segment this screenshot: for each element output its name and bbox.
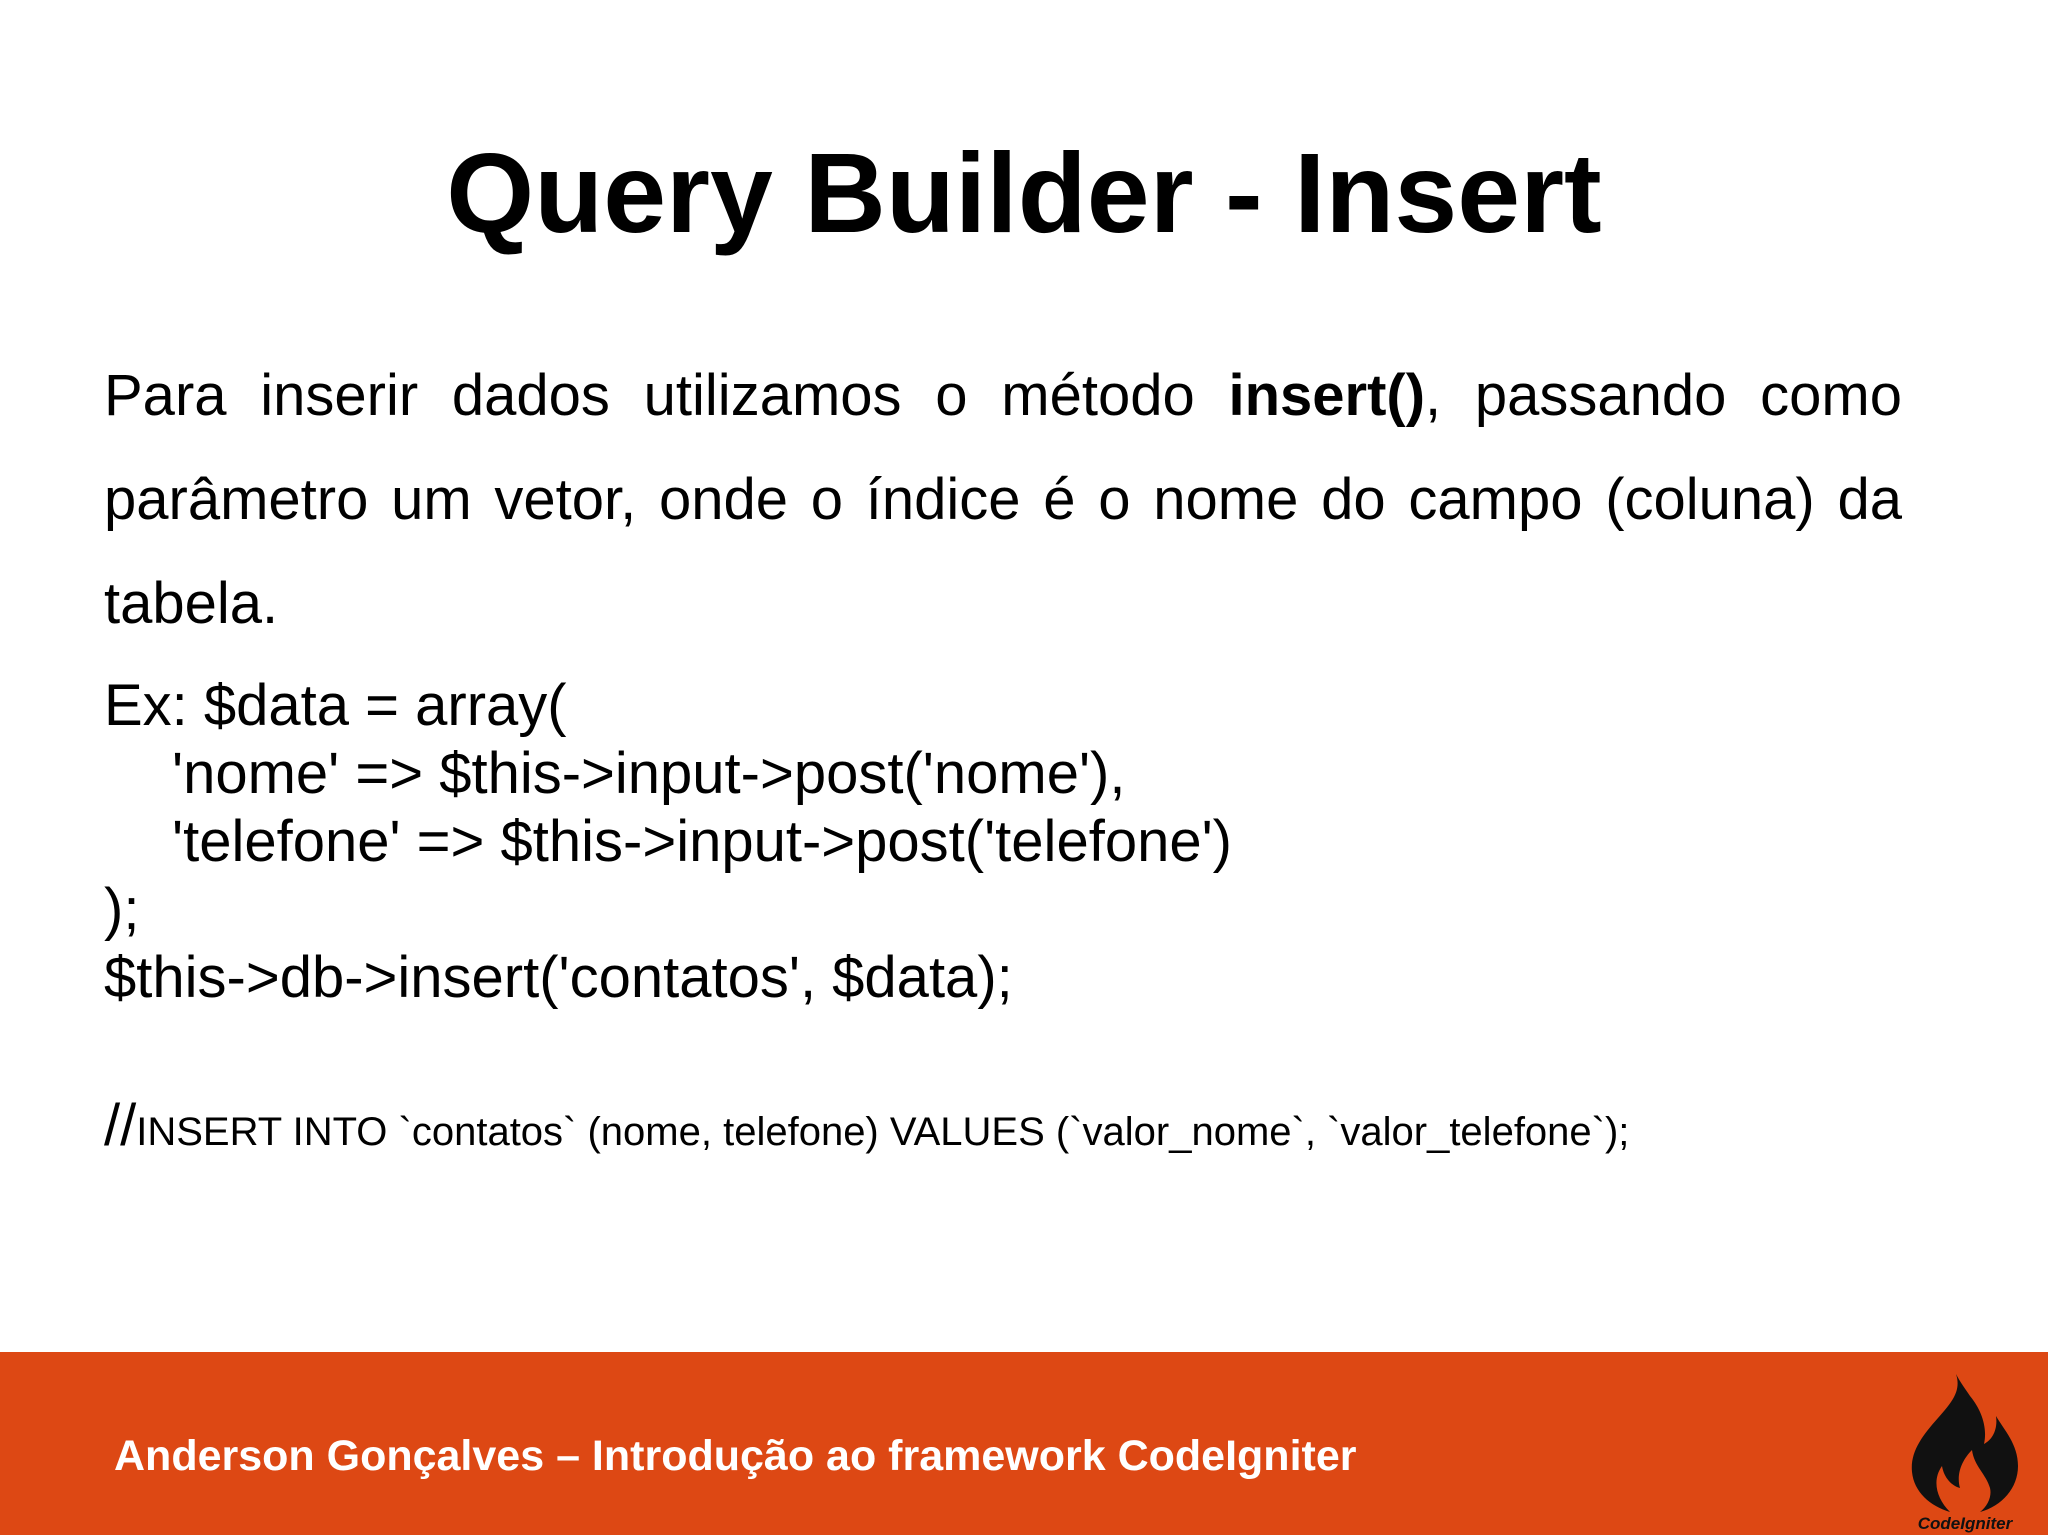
method-name: insert() (1228, 363, 1426, 428)
sql-statement: INSERT INTO `contatos` (nome, telefone) VALUES (`valor_nome`, `valor_telefone`); (136, 1110, 1630, 1154)
code-line: ); (104, 877, 140, 942)
intro-text-after: , passando como parâmetro um vetor, onde o índice é o nome do campo (coluna) da tabela. (104, 363, 1902, 636)
code-line: $this->db->insert('contatos', $data); (104, 945, 1013, 1010)
intro-paragraph (104, 344, 1902, 656)
code-line: 'telefone' => $this->input->post('telefone') (172, 809, 1232, 874)
code-example (104, 672, 1904, 1012)
comment-prefix: // (104, 1093, 137, 1158)
slide-title: Query Builder - Insert (446, 130, 1602, 256)
sql-comment (104, 1086, 1904, 1172)
footer-text: Anderson Gonçalves – Introdução ao framework CodeIgniter (114, 1432, 1357, 1480)
codeigniter-logo (1900, 1370, 2030, 1533)
intro-text-before: Para inserir dados utilizamos o método (104, 363, 1229, 428)
logo-text: CodeIgniter (1917, 1514, 2013, 1533)
code-line: 'nome' => $this->input->post('nome'), (172, 741, 1126, 806)
code-line: Ex: $data = array( (104, 673, 567, 738)
codeigniter-flame-icon (1900, 1370, 2030, 1515)
